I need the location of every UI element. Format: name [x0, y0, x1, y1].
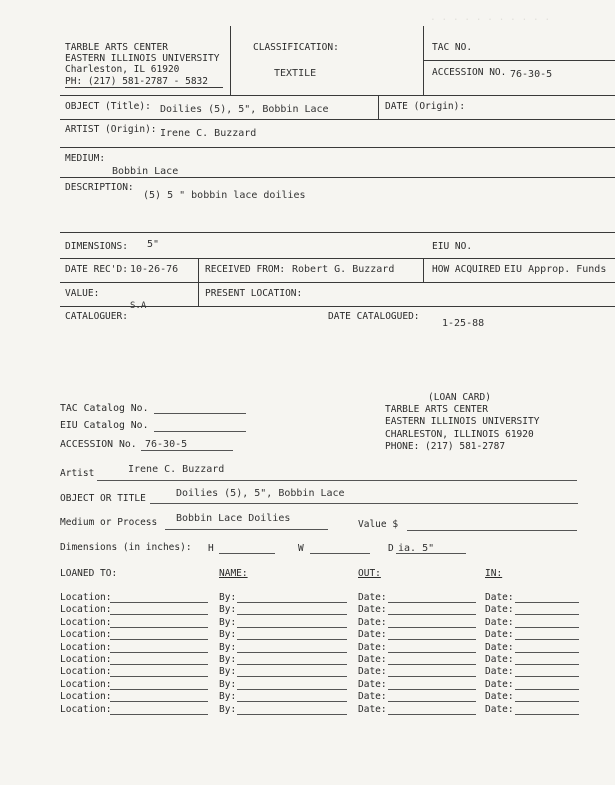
out-date-label: Date: [358, 641, 387, 653]
loan-depth-line [396, 553, 466, 554]
tac-no-label: TAC NO. [432, 42, 473, 53]
out-date-label: Date: [358, 604, 387, 616]
object-title-label: OBJECT (Title): [65, 101, 151, 112]
org-phone-underline [65, 87, 223, 88]
by-line [237, 701, 347, 702]
date-catalogued-value: 1-25-88 [442, 318, 485, 329]
location-line [110, 714, 208, 715]
out-date-label: Date: [358, 678, 387, 690]
location-label: Location: [60, 678, 112, 690]
medium-row-line [60, 177, 615, 178]
dimensions-value: 5" [147, 239, 160, 250]
medium-label: MEDIUM: [65, 153, 106, 164]
loan-artist-value: Irene C. Buzzard [128, 464, 225, 475]
loan-card-title: (LOAN CARD) [428, 392, 491, 403]
loan-org-university: EASTERN ILLINOIS UNIVERSITY [385, 416, 540, 427]
in-date-label: Date: [485, 654, 514, 665]
header-bottom-line [60, 95, 615, 96]
in-date-label: Date: [485, 678, 514, 690]
classification-value: TEXTILE [274, 68, 317, 79]
location-line [110, 602, 208, 603]
in-date-label: Date: [485, 641, 514, 653]
loan-depth-label: D [388, 543, 394, 554]
accession-no-value: 76-30-5 [510, 69, 553, 80]
in-date-label: Date: [485, 666, 514, 678]
by-label: By: [219, 629, 237, 641]
by-label: By: [219, 666, 237, 678]
by-line [237, 714, 347, 715]
out-date-line [388, 652, 476, 653]
loan-org-name: TARBLE ARTS CENTER [385, 404, 488, 415]
by-label: By: [219, 604, 237, 616]
out-date-line [388, 714, 476, 715]
by-line [237, 614, 347, 615]
in-date-line [515, 714, 579, 715]
location-label: Location: [60, 666, 112, 678]
by-line [237, 639, 347, 640]
by-line [237, 664, 347, 665]
out-date-label: Date: [358, 666, 387, 678]
tac-catalog-line [154, 413, 246, 414]
loan-width-line [310, 553, 370, 554]
out-date-label: Date: [358, 616, 387, 628]
in-date-label: Date: [485, 703, 514, 715]
loan-medium-label: Medium or Process [60, 517, 158, 528]
in-date-line [515, 689, 579, 690]
cataloguer-label: CATALOGUER: [65, 311, 128, 322]
loan-value-line [407, 530, 577, 531]
loan-object-line [150, 503, 578, 504]
date-recd-label: DATE REC'D: [65, 264, 128, 275]
location-line [110, 652, 208, 653]
out-date-line [388, 602, 476, 603]
loaned-to-label: LOANED TO: [60, 568, 118, 579]
loan-accession-line [141, 450, 233, 451]
loan-width-label: W [298, 543, 304, 554]
header-divider-1 [230, 26, 231, 96]
received-from-label: RECEIVED FROM: [205, 264, 286, 275]
in-date-label: Date: [485, 616, 514, 628]
dimensions-bottom-line [60, 258, 615, 259]
location-line [110, 664, 208, 665]
loan-accession-label: ACCESSION No. [60, 439, 137, 450]
cataloguer-initials: S.A [130, 301, 147, 311]
out-date-label: Date: [358, 592, 387, 603]
loan-height-line [219, 553, 275, 554]
value-label: VALUE: [65, 288, 100, 299]
in-date-label: Date: [485, 592, 514, 603]
how-acquired-label: HOW ACQUIRED [432, 264, 501, 275]
loan-diameter-value: ia. 5" [398, 543, 435, 554]
by-line [237, 627, 347, 628]
loan-artist-label: Artist [60, 468, 95, 479]
date-recd-value: 10-26-76 [130, 264, 179, 275]
out-date-line [388, 614, 476, 615]
location-label: Location: [60, 641, 112, 653]
loan-org-phone: PHONE: (217) 581-2787 [385, 441, 506, 452]
in-date-line [515, 676, 579, 677]
out-date-line [388, 627, 476, 628]
name-column-label: NAME: [219, 568, 248, 579]
location-label: Location: [60, 592, 112, 603]
by-label: By: [219, 654, 237, 665]
org-city: Charleston, IL 61920 [65, 64, 180, 75]
object-title-value: Doilies (5), 5", Bobbin Lace [160, 104, 329, 115]
location-label: Location: [60, 691, 112, 703]
location-line [110, 614, 208, 615]
medium-value: Bobbin Lace [112, 166, 179, 177]
eiu-catalog-line [154, 431, 246, 432]
in-date-line [515, 664, 579, 665]
artist-row-line [60, 147, 615, 148]
object-date-divider [378, 95, 379, 119]
out-date-label: Date: [358, 629, 387, 641]
in-date-line [515, 652, 579, 653]
loan-artist-line [97, 480, 577, 481]
loan-medium-value: Bobbin Lace Doilies [176, 513, 291, 524]
header-divider-2 [423, 26, 424, 96]
loan-value-label: Value $ [358, 519, 399, 530]
in-date-label: Date: [485, 604, 514, 616]
date-catalogued-label: DATE CATALOGUED: [328, 311, 420, 322]
out-date-line [388, 639, 476, 640]
object-row-line [60, 119, 615, 120]
location-line [110, 676, 208, 677]
out-date-label: Date: [358, 703, 387, 715]
location-line [110, 689, 208, 690]
by-line [237, 676, 347, 677]
in-date-label: Date: [485, 629, 514, 641]
description-value: (5) 5 " bobbin lace doilies [143, 190, 306, 201]
in-date-label: Date: [485, 691, 514, 703]
out-date-label: Date: [358, 691, 387, 703]
by-label: By: [219, 592, 237, 603]
accession-no-label: ACCESSION NO. [432, 67, 507, 78]
loan-height-label: H [208, 543, 214, 554]
in-date-line [515, 614, 579, 615]
eiu-no-label: EIU NO. [432, 241, 473, 252]
by-line [237, 652, 347, 653]
location-line [110, 701, 208, 702]
present-location-label: PRESENT LOCATION: [205, 288, 303, 299]
eiu-catalog-label: EIU Catalog No. [60, 420, 149, 431]
by-label: By: [219, 678, 237, 690]
loan-object-value: Doilies (5), 5", Bobbin Lace [176, 488, 345, 499]
classification-label: CLASSIFICATION: [253, 42, 339, 53]
loan-org-city: CHARLESTON, ILLINOIS 61920 [385, 429, 534, 440]
loan-medium-line [165, 529, 328, 530]
location-label: Location: [60, 654, 112, 665]
tac-catalog-label: TAC Catalog No. [60, 403, 149, 414]
by-line [237, 602, 347, 603]
bleed-through-text: . . . . . . . . . . . [430, 12, 551, 23]
location-line [110, 627, 208, 628]
location-label: Location: [60, 616, 112, 628]
loan-accession-value: 76-30-5 [145, 439, 188, 450]
received-from-value: Robert G. Buzzard [292, 264, 395, 275]
artist-label: ARTIST (Origin): [65, 124, 157, 135]
in-date-line [515, 639, 579, 640]
by-label: By: [219, 616, 237, 628]
loan-dimensions-label: Dimensions (in inches): [60, 542, 192, 553]
location-label: Location: [60, 604, 112, 616]
in-date-line [515, 602, 579, 603]
by-label: By: [219, 703, 237, 715]
by-label: By: [219, 691, 237, 703]
out-column-label: OUT: [358, 568, 381, 579]
artist-value: Irene C. Buzzard [160, 128, 257, 139]
location-label: Location: [60, 629, 112, 641]
recd-row-line [60, 282, 615, 283]
org-phone: PH: (217) 581-2787 - 5832 [65, 76, 208, 87]
in-date-line [515, 627, 579, 628]
org-name: TARBLE ARTS CENTER [65, 42, 168, 53]
date-origin-label: DATE (Origin): [385, 101, 466, 112]
out-date-line [388, 701, 476, 702]
out-date-line [388, 689, 476, 690]
org-university: EASTERN ILLINOIS UNIVERSITY [65, 53, 220, 64]
in-date-line [515, 701, 579, 702]
loan-object-label: OBJECT OR TITLE [60, 493, 146, 504]
how-acquired-value: EIU Approp. Funds [504, 264, 607, 275]
dimensions-label: DIMENSIONS: [65, 241, 128, 252]
by-label: By: [219, 641, 237, 653]
dimensions-top-line [60, 232, 615, 233]
description-label: DESCRIPTION: [65, 182, 134, 193]
out-date-line [388, 676, 476, 677]
in-column-label: IN: [485, 568, 503, 579]
out-date-label: Date: [358, 654, 387, 665]
by-line [237, 689, 347, 690]
header-tac-line [423, 60, 615, 61]
out-date-line [388, 664, 476, 665]
location-label: Location: [60, 703, 112, 715]
recd-divider-2 [423, 258, 424, 282]
location-line [110, 639, 208, 640]
